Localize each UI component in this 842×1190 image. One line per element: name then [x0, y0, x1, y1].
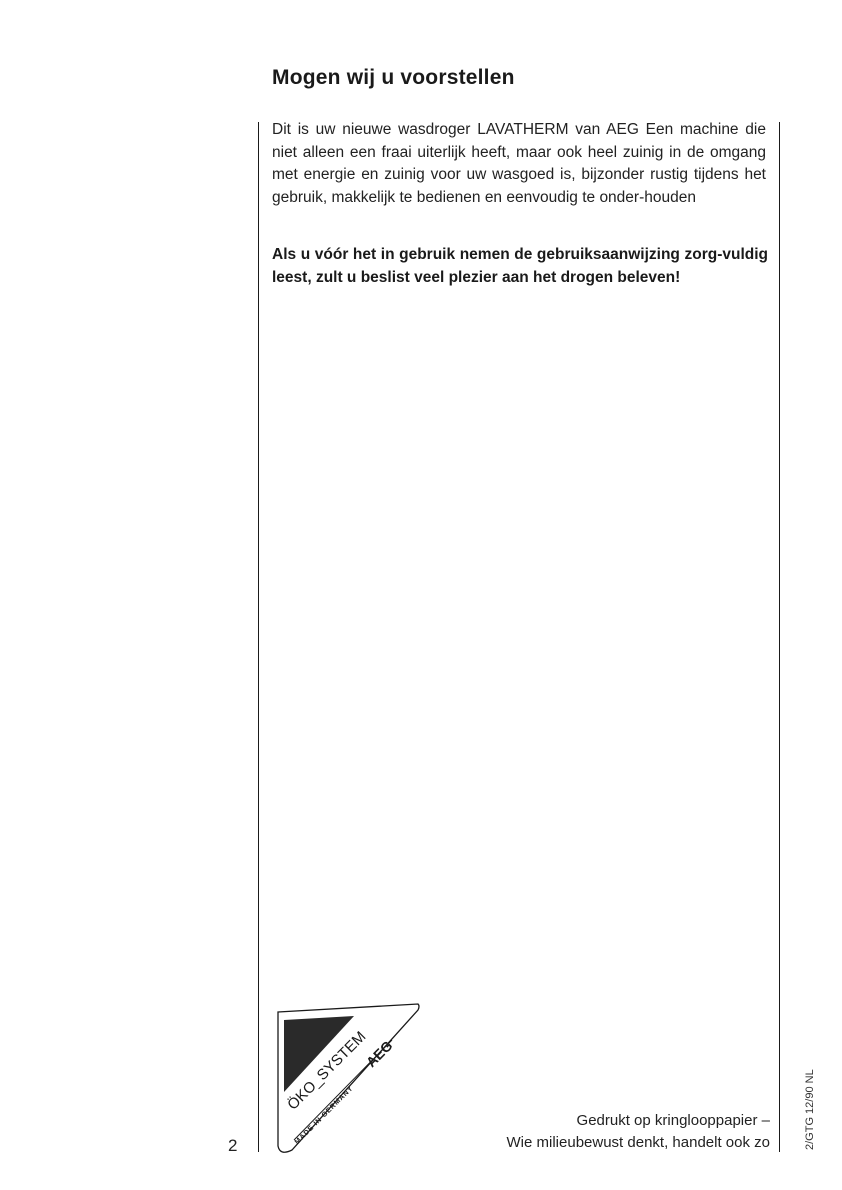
page-title: Mogen wij u voorstellen [272, 66, 515, 89]
logo-brand: AEG [362, 1037, 396, 1071]
right-margin-rule [779, 122, 780, 1152]
recycled-paper-note [507, 1110, 770, 1154]
footer-line-2: Wie milieubewust denkt, handelt ook zo [506, 1134, 770, 1151]
page-number: 2 [228, 1136, 238, 1155]
oko-system-logo [272, 1000, 422, 1160]
emphasis-paragraph: Als u vóór het in gebruik nemen de gebruiksaanwijzing zorg-vuldig leest, zult u beslist veel plezier aan het drogen beleven! [272, 246, 768, 286]
logo-system-name: ÖKO_SYSTEM [284, 1028, 370, 1114]
intro-paragraph: Dit is uw nieuwe wasdroger LAVATHERM van AEG Een machine die niet alleen een fraai uiterlijk heeft, maar ook heel zuinig in de omgang met energie en zuinig voor uw wasgoed is, bijzonder rustig tijdens het gebruik, makkelijk te bedienen en eenvoudig te onder-houden [272, 121, 766, 206]
document-code: 2/GTG 12/90 NL [804, 1069, 816, 1150]
footer-line-1: Gedrukt op kringlooppapier – [576, 1112, 770, 1129]
left-margin-rule [258, 122, 259, 1152]
logo-tagline: MADE IN GERMANY [293, 1084, 355, 1146]
